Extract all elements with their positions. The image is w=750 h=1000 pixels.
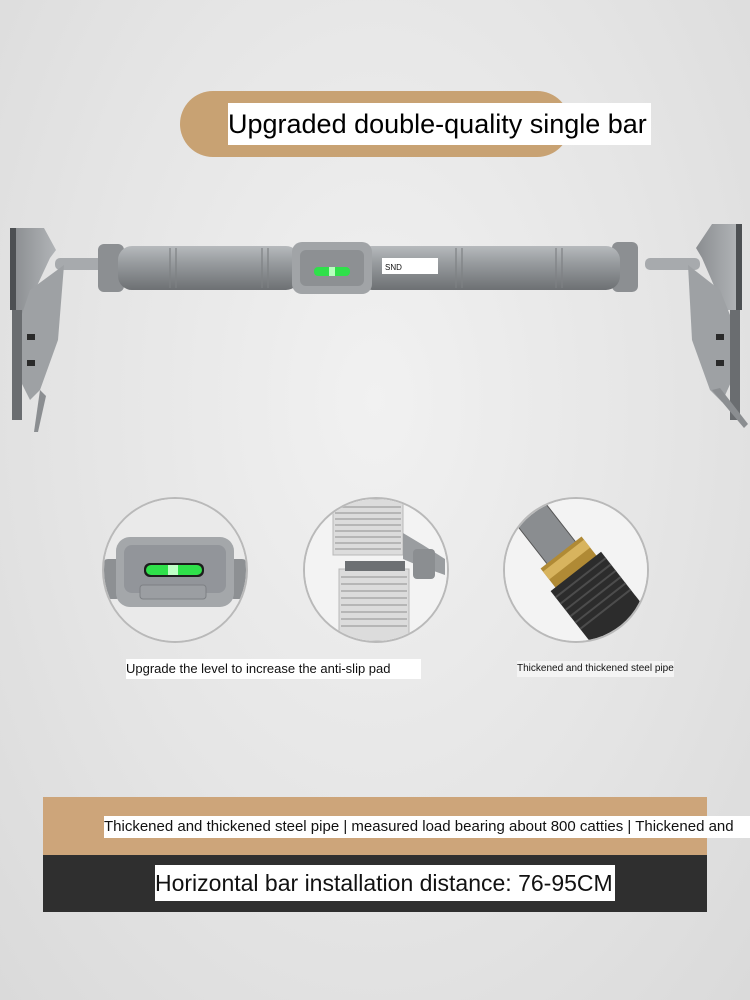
spirit-level-closeup — [104, 499, 246, 641]
spec-band-text: Thickened and thickened steel pipe | measured load bearing about 800 catties | Thickened and — [104, 816, 750, 838]
left-wall-bracket — [10, 228, 64, 432]
install-distance-unit: CM — [576, 870, 613, 896]
feature-circle-level — [102, 497, 248, 643]
install-distance — [155, 865, 615, 901]
brand-label: SND — [385, 263, 402, 272]
feature-caption-pipe: Thickened and thickened steel pipe — [517, 661, 674, 677]
anti-slip-pad-closeup — [305, 499, 447, 641]
feature-circle-pipe — [503, 497, 649, 643]
left-grip-tube — [118, 246, 300, 290]
page-title: Upgraded double-quality single bar — [228, 103, 651, 145]
pull-up-bar-image — [0, 210, 750, 450]
feature-caption-level: Upgrade the level to increase the anti-slip pad — [126, 659, 421, 679]
feature-circle-pad — [303, 497, 449, 643]
steel-pipe-closeup — [505, 499, 647, 641]
right-wall-bracket — [688, 224, 748, 428]
install-distance-label: Horizontal bar installation distance: 76-95 — [155, 870, 577, 896]
